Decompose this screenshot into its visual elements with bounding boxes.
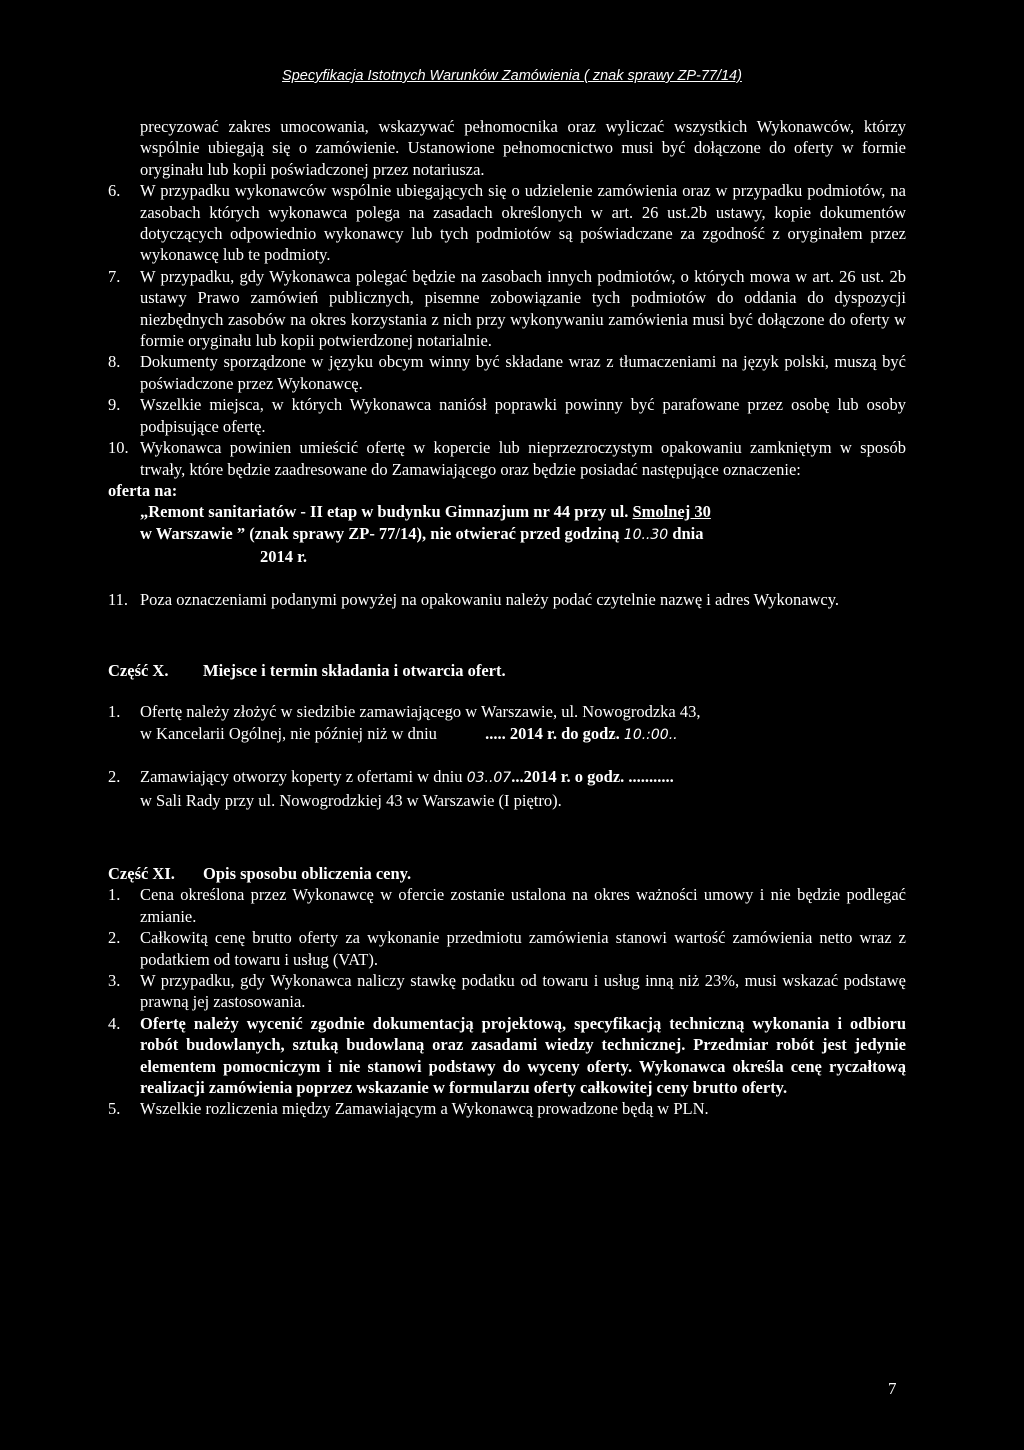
item-text: W przypadku wykonawców wspólnie ubiegających się o udzielenie zamówienia oraz w przypadku podmiotów, na zasobach których wykonawca polega na zasadach określonych w art. 26 ust.2b ustawy, kopie dokumentów dotyczących odpowiednio wykonawcy lub tych podmiotów są poświadczane za zgodność z oryginałem przez wykonawcę lub te podmioty. bbox=[140, 181, 906, 265]
item-text: Wykonawca powinien umieścić ofertę w kopercie lub nieprzezroczystym opakowaniu zamkniętym w sposób trwały, które będzie zaadresowane do Zamawiającego oraz będzie posiadać następujące oznaczenie: bbox=[140, 438, 906, 479]
handwritten-hour: 10..30 bbox=[623, 526, 669, 543]
item-number: 4. bbox=[108, 1013, 121, 1033]
section-xi-item-2 bbox=[108, 927, 906, 970]
item-text: Poza oznaczeniami podanymi powyżej na opakowaniu należy podać czytelnie nazwę i adres Wykonawcy. bbox=[140, 589, 840, 609]
page-content bbox=[108, 116, 906, 1120]
item-number: 2. bbox=[108, 928, 121, 948]
section-number: Część X. bbox=[108, 660, 169, 680]
item-text: Ofertę należy wycenić zgodnie dokumentacją projektową, specyfikacją techniczną wykonania i odbioru robót budowlanych, sztuką budowlaną oraz zasadami wiedzy technicznej. Przedmiar robót jest jedynie elementem pomocniczym i nie stanowi podstawy do wyceny oferty. Wykonawca określa cenę ryczałtową realizacji zamówienia poprzez wskazanie w formularzu oferty całkowitej ceny brutto oferty. bbox=[140, 1013, 906, 1098]
intro-continuation: precyzować zakres umocowania, wskazywać pełnomocnika oraz wyliczać wszystkich Wykonawców, którzy wspólnie ubiegają się o zamówienie. Ustanowione pełnomocnictwo musi być dołączone do oferty w formie oryginału lub kopii poświadczonej przez notariusza. bbox=[140, 117, 906, 179]
page-number: 7 bbox=[888, 1379, 897, 1398]
section-xi-item-5 bbox=[108, 1098, 906, 1119]
item-number: 10. bbox=[108, 438, 129, 458]
offer-title-text: „Remont sanitariatów - II etap w budynku Gimnazjum nr 44 przy ul. bbox=[140, 502, 629, 522]
item-text: Wszelkie rozliczenia między Zamawiającym a Wykonawcą prowadzone będą w PLN. bbox=[140, 1099, 709, 1119]
item-number: 11. bbox=[108, 589, 129, 609]
item-text bbox=[140, 701, 906, 746]
offer-line-3: 2014 r. bbox=[260, 547, 308, 567]
item-text: Dokumenty sporządzone w języku obcym winny być składane wraz z tłumaczeniami na język polski, muszą być poświadczone przez Wykonawcę. bbox=[140, 352, 906, 393]
offer-day-label: dnia bbox=[672, 523, 704, 543]
section-xi-item-3 bbox=[108, 970, 906, 1013]
item-number: 7. bbox=[108, 266, 121, 286]
section-xi-heading bbox=[108, 863, 906, 884]
item-line: Ofertę należy złożyć w siedzibie zamawiającego w Warszawie, ul. Nowogrodzka 43, bbox=[140, 702, 701, 722]
item-text: Całkowitą cenę brutto oferty za wykonanie przedmiotu zamówienia stanowi wartość zamówienia netto wraz z podatkiem od towaru i usług (VAT). bbox=[140, 928, 906, 969]
list-item-7 bbox=[108, 266, 906, 352]
offer-line-1 bbox=[140, 501, 906, 522]
handwritten-date: 03..07 bbox=[466, 770, 512, 787]
offer-case-text: w Warszawie ” (znak sprawy ZP- 77/14), nie otwierać przed godziną bbox=[140, 523, 620, 543]
section-x-item-2 bbox=[108, 766, 906, 811]
opening-date: ...2014 r. o godz. ........... bbox=[511, 767, 674, 787]
item-text: Cena określona przez Wykonawcę w ofercie zostanie ustalona na okres ważności umowy i nie będzie podlegać zmianie. bbox=[140, 885, 906, 926]
item-line: Zamawiający otworzy koperty z ofertami w dniu bbox=[140, 767, 463, 787]
section-title: Miejsce i termin składania i otwarcia ofert. bbox=[203, 660, 506, 680]
section-x-item-1 bbox=[108, 701, 906, 746]
deadline-date: ..... 2014 r. do godz. bbox=[485, 723, 620, 743]
item-number: 6. bbox=[108, 181, 121, 201]
section-xi-item-1 bbox=[108, 884, 906, 927]
page-header: Specyfikacja Istotnych Warunków Zamówienia ( znak sprawy ZP-77/14) bbox=[282, 68, 742, 84]
list-item-8 bbox=[108, 351, 906, 394]
list-item-10 bbox=[108, 437, 906, 480]
offer-line-2 bbox=[140, 523, 906, 546]
item-line: w Sali Rady przy ul. Nowogrodzkiej 43 w Warszawie (I piętro). bbox=[140, 790, 562, 810]
section-title: Opis sposobu obliczenia ceny. bbox=[203, 863, 412, 883]
item-line: w Kancelarii Ogólnej, nie później niż w dniu bbox=[140, 723, 437, 743]
item-number: 2. bbox=[108, 767, 121, 787]
offer-marking bbox=[140, 501, 906, 567]
handwritten-hour: 10.:00.. bbox=[623, 726, 678, 743]
item-number: 1. bbox=[108, 702, 121, 722]
section-number: Część XI. bbox=[108, 863, 175, 883]
item-number: 1. bbox=[108, 885, 121, 905]
item-text: W przypadku, gdy Wykonawca naliczy stawkę podatku od towaru i usług inną niż 23%, musi wskazać podstawę prawną jej zastosowania. bbox=[140, 971, 906, 1012]
section-xi-item-4 bbox=[108, 1013, 906, 1099]
offer-label: oferta na: bbox=[108, 480, 178, 500]
item-number: 5. bbox=[108, 1099, 121, 1119]
list-item-9 bbox=[108, 394, 906, 437]
list-item-6 bbox=[108, 180, 906, 266]
item-number: 8. bbox=[108, 352, 121, 372]
item-text: W przypadku, gdy Wykonawca polegać będzie na zasobach innych podmiotów, o których mowa w art. 26 ust. 2b ustawy Prawo zamówień publicznych, pisemne zobowiązanie tych podmiotów do oddania do dyspozycji niezbędnych zasobów na okres korzystania z nich przy wykonywaniu zamówienia musi być dołączone do oferty w formie oryginału lub kopii potwierdzonej notarialnie. bbox=[140, 266, 906, 351]
item-text: Wszelkie miejsca, w których Wykonawca naniósł poprawki powinny być parafowane przez osobę lub osoby podpisujące ofertę. bbox=[140, 395, 906, 436]
item-number: 3. bbox=[108, 971, 121, 990]
item-text bbox=[140, 766, 906, 811]
item-number: 9. bbox=[108, 395, 121, 415]
offer-street: Smolnej 30 bbox=[632, 502, 711, 522]
section-x-heading bbox=[108, 660, 906, 681]
list-item-11 bbox=[108, 589, 906, 610]
